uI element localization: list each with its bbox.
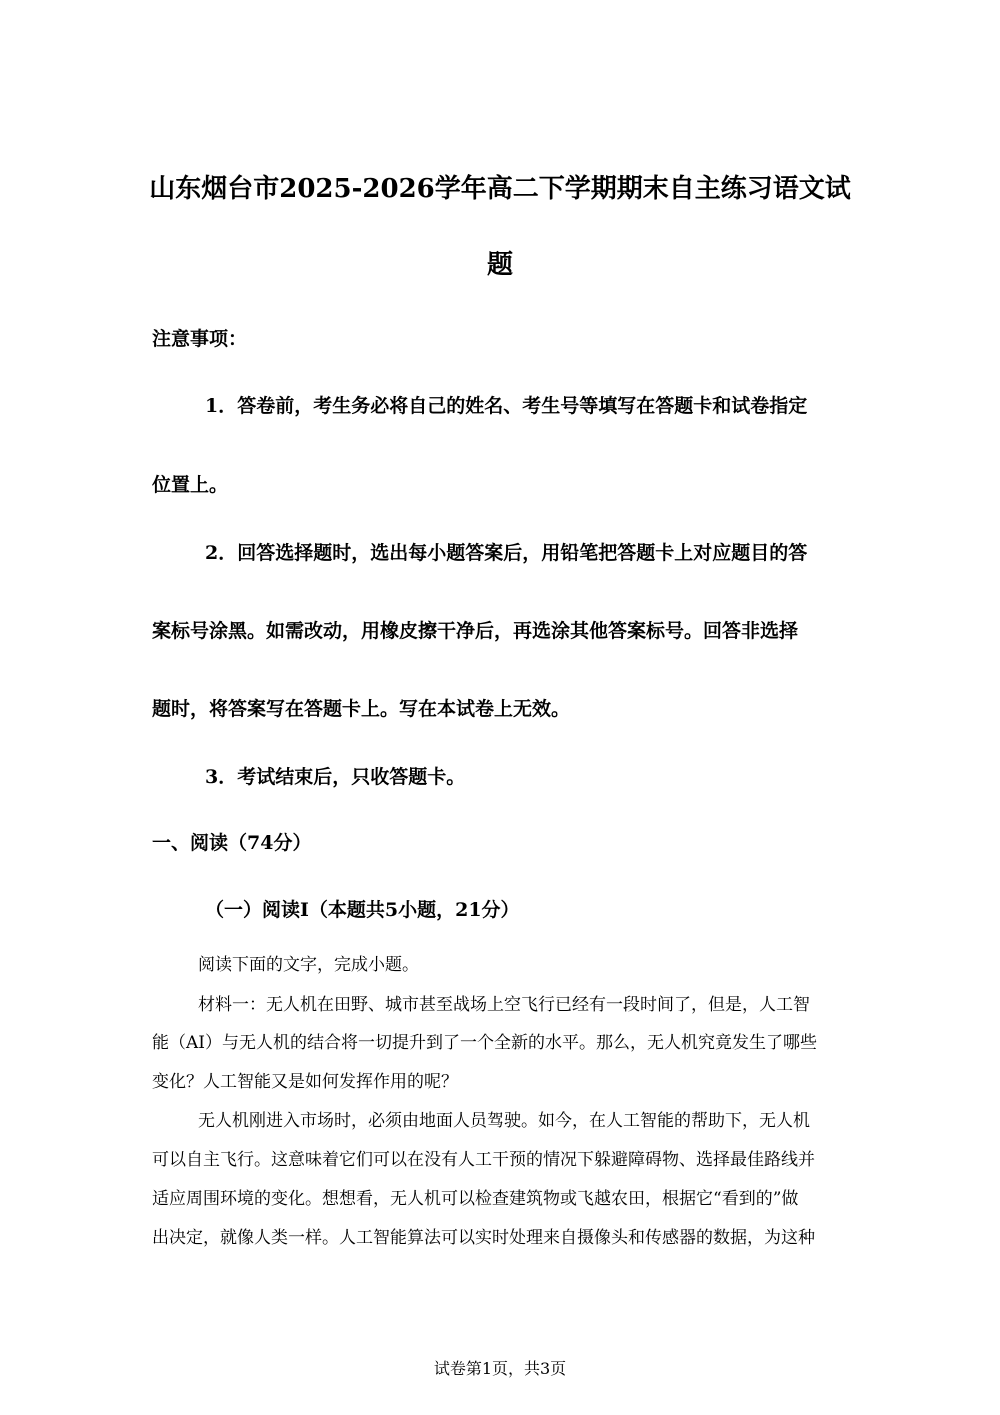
passage-line: 材料一：无人机在田野、城市甚至战场上空飞行已经有一段时间了，但是，人工智	[198, 995, 810, 1015]
page-footer: 试卷第1页，共3页	[433, 1359, 567, 1378]
notice-item: 1．答卷前，考生务必将自己的姓名、考生号等填写在答题卡和试卷指定	[205, 395, 808, 417]
notice-item: 题时，将答案写在答题卡上。写在本试卷上无效。	[152, 698, 571, 720]
section-heading: 一、阅读（74分）	[152, 832, 312, 854]
notice-item: 案标号涂黑。如需改动，用橡皮擦干净后，再选涂其他答案标号。回答非选择	[152, 620, 799, 642]
document-title-line1: 山东烟台市2025-2026学年高二下学期期末自主练习语文试	[149, 174, 851, 204]
passage-line: 能（AI）与无人机的结合将一切提升到了一个全新的水平。那么，无人机究竟发生了哪些	[152, 1033, 817, 1053]
reading-instruction: 阅读下面的文字，完成小题。	[198, 955, 419, 975]
passage-line: 无人机刚进入市场时，必须由地面人员驾驶。如今，在人工智能的帮助下，无人机	[198, 1111, 810, 1131]
document-title-line2: 题	[486, 250, 513, 280]
notice-item: 3．考试结束后，只收答题卡。	[205, 766, 466, 788]
passage-line: 适应周围环境的变化。想想看，无人机可以检查建筑物或飞越农田，根据它“看到的”做	[152, 1189, 799, 1209]
notice-item: 位置上。	[152, 474, 229, 496]
passage-line: 可以自主飞行。这意味着它们可以在没有人工干预的情况下躲避障碍物、选择最佳路线并	[152, 1150, 815, 1170]
notice-heading: 注意事项：	[152, 328, 248, 350]
passage-line: 出决定，就像人类一样。人工智能算法可以实时处理来自摄像头和传感器的数据，为这种	[152, 1228, 815, 1248]
subsection-heading: （一）阅读Ⅰ（本题共5小题，21分）	[205, 899, 520, 921]
passage-line: 变化？人工智能又是如何发挥作用的呢？	[152, 1072, 458, 1092]
notice-item: 2．回答选择题时，选出每小题答案后，用铅笔把答题卡上对应题目的答	[205, 542, 808, 564]
